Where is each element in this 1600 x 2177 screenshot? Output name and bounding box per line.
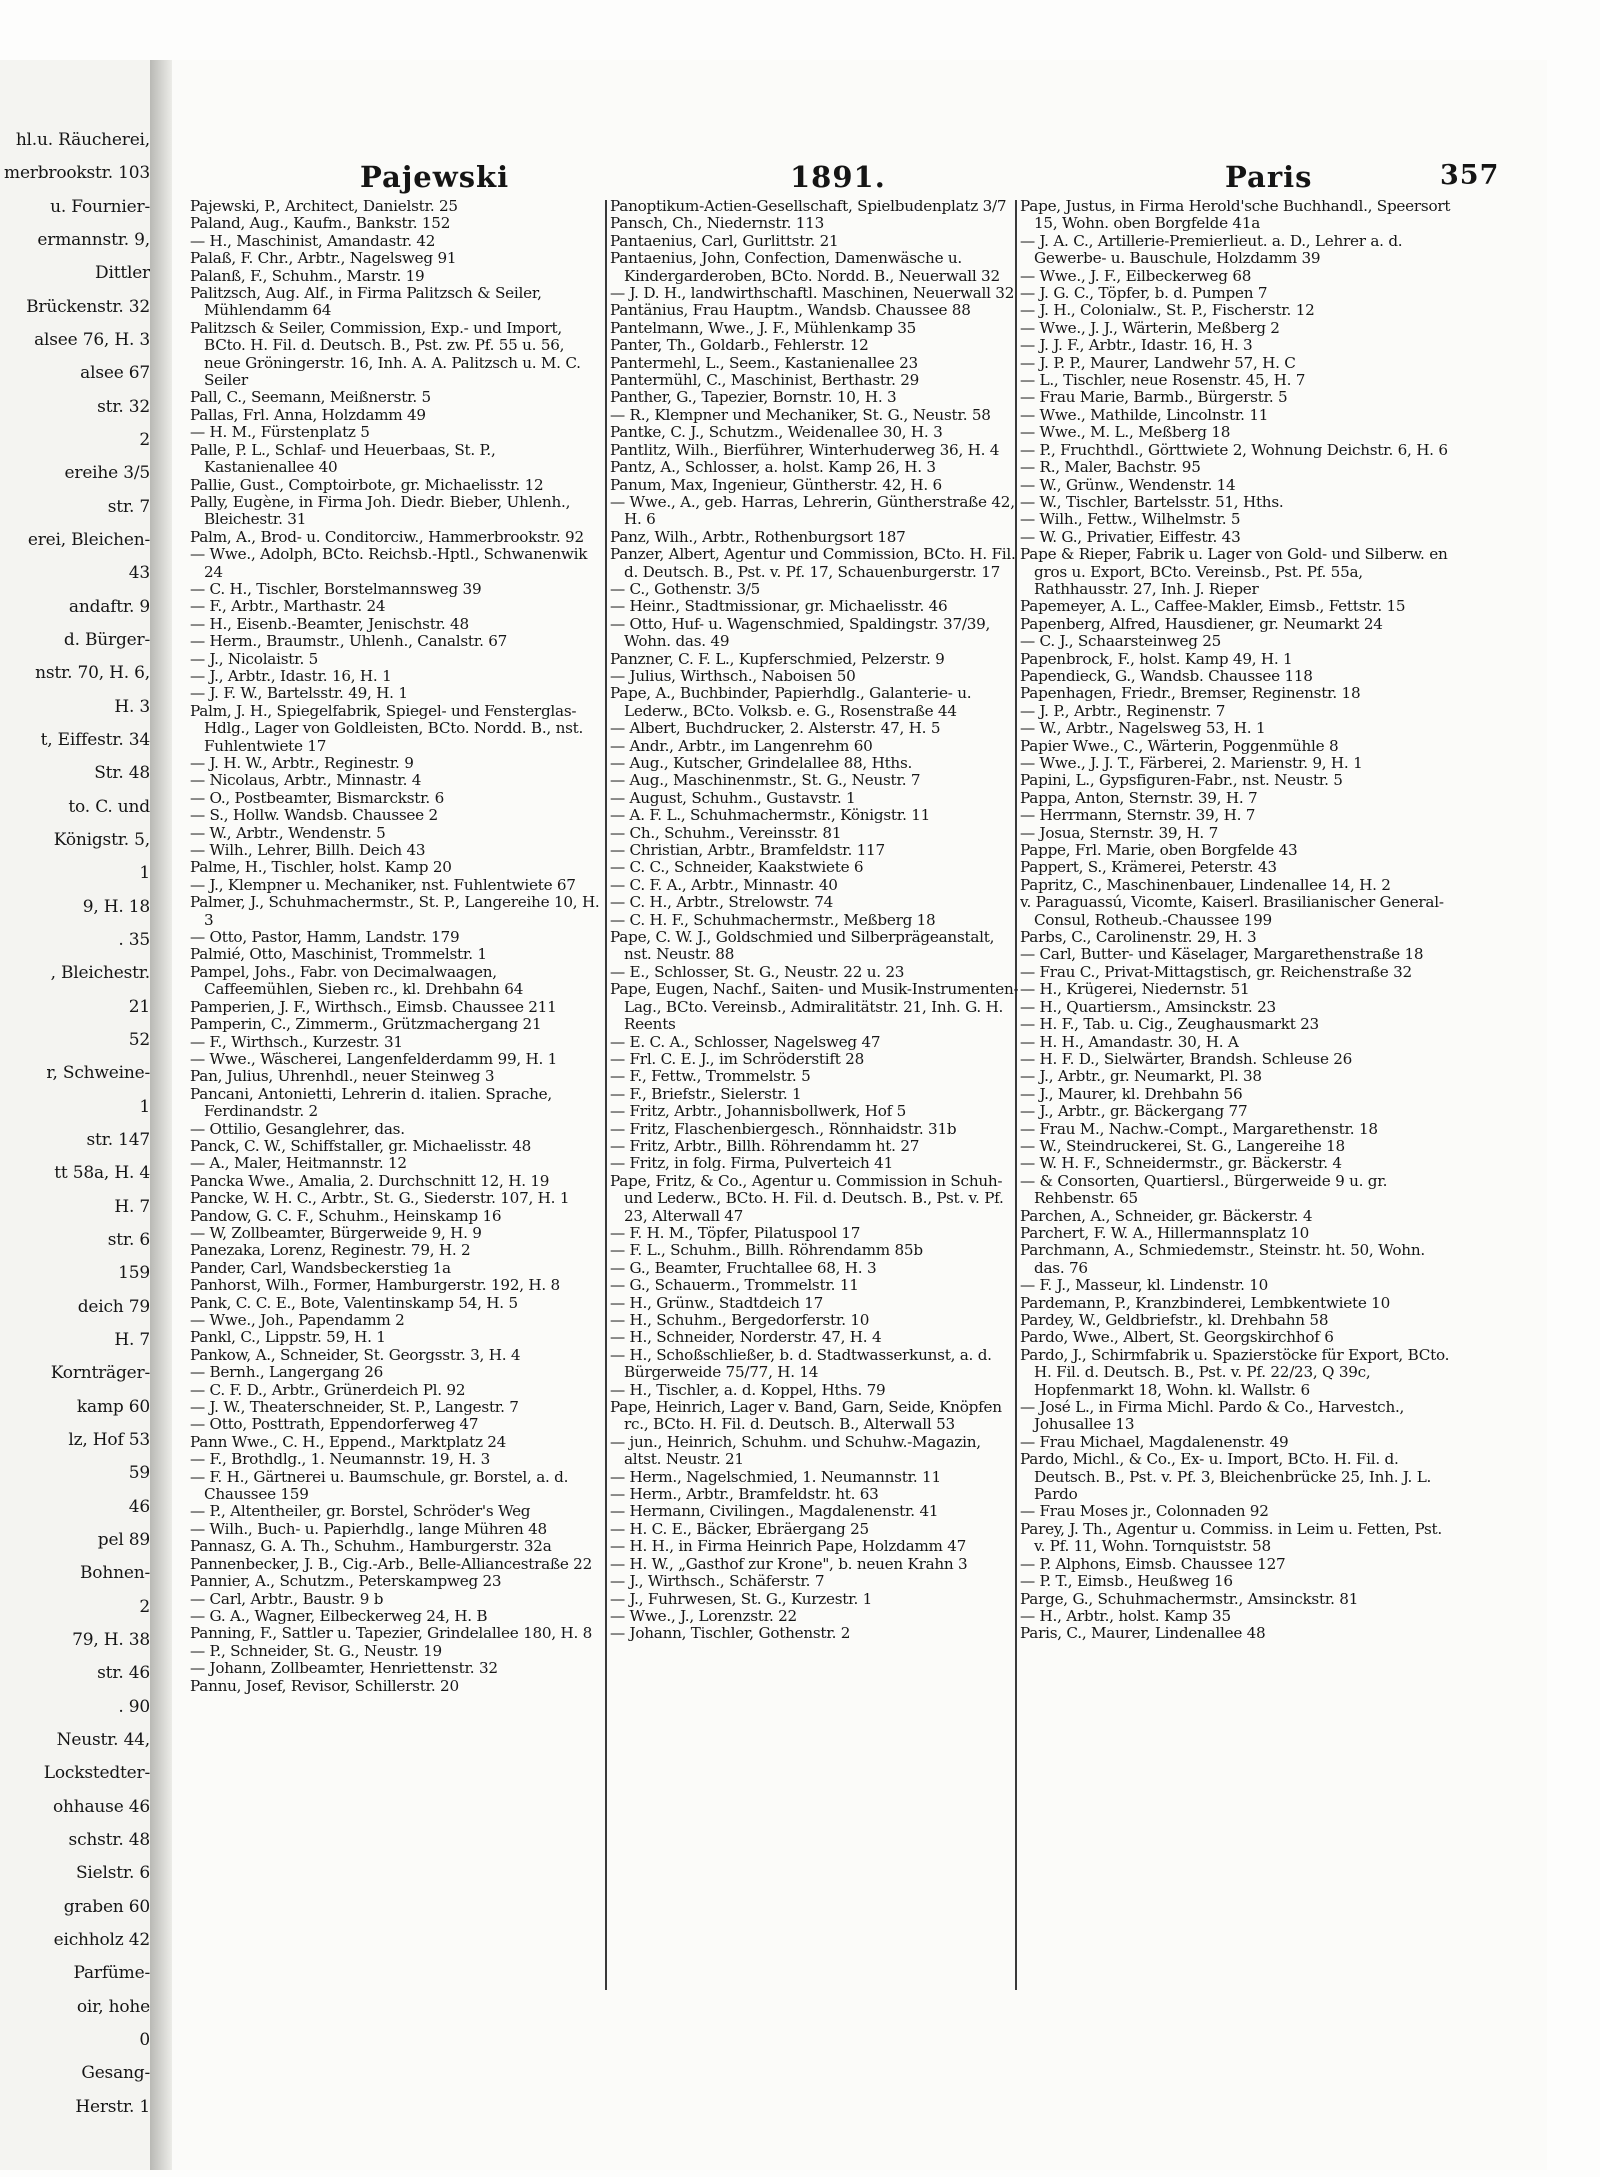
directory-entry: — A., Maler, Heitmannstr. 12 (190, 1154, 407, 1173)
directory-entry: Parchmann, A., Schmiedemstr., Steinstr. ht. 50, Wohn. das. 76 (1020, 1241, 1425, 1277)
directory-entry: — F., Brothdlg., 1. Neumannstr. 19, H. 3 (190, 1450, 490, 1469)
directory-entry: Pamperien, J. F., Wirthsch., Eimsb. Chaussee 211 (190, 997, 557, 1016)
facing-page-text: . 35 (118, 930, 150, 950)
directory-entry: Pardey, W., Geldbriefstr., kl. Drehbahn 58 (1020, 1311, 1329, 1329)
directory-entry: — J. D. H., landwirthschaftl. Maschinen, Neuerwall 32 (610, 284, 1015, 303)
facing-page-text: eichholz 42 (53, 1930, 150, 1950)
directory-entry: — Herm., Nagelschmied, 1. Neumannstr. 11 (610, 1467, 941, 1486)
directory-entry: Palme, H., Tischler, holst. Kamp 20 (190, 858, 452, 877)
directory-entry: Pamperin, C., Zimmerm., Grützmachergang 21 (190, 1015, 542, 1034)
directory-entry: Palm, J. H., Spiegelfabrik, Spiegel- und Fensterglas-Hdlg., Lager von Goldleisten, BCto. Nordd. B., nst. Fuhlentwiete 17 (190, 701, 584, 755)
directory-entry: Pancka Wwe., Amalia, 2. Durchschnitt 12, H. 19 (190, 1171, 550, 1190)
directory-entry: — P. Alphons, Eimsb. Chaussee 127 (1020, 1554, 1286, 1573)
facing-page-text: 0 (139, 2030, 150, 2050)
facing-page-text: 52 (128, 1030, 150, 1050)
facing-page-text: kamp 60 (76, 1396, 150, 1417)
facing-page-text: pel 89 (97, 1530, 150, 1550)
facing-page-text: Königstr. 5, (53, 830, 150, 850)
facing-page-text: merbrookstr. 103 (4, 163, 150, 184)
facing-page-text: Gesang- (81, 2063, 150, 2084)
directory-entry: — Andr., Arbtr., im Langenrehm 60 (610, 736, 873, 755)
directory-entry: — S., Hollw. Wandsb. Chaussee 2 (190, 806, 438, 825)
directory-entry: — Wwe., J. J. T., Färberei, 2. Marienstr. 9, H. 1 (1020, 754, 1363, 772)
directory-entry: — jun., Heinrich, Schuhm. und Schuhw.-Magazin, altst. Neustr. 21 (610, 1432, 981, 1469)
directory-entry: Panezaka, Lorenz, Reginestr. 79, H. 2 (190, 1241, 471, 1260)
facing-page-text: oir, hohe (76, 1996, 150, 2017)
directory-entry: — Fritz, in folg. Firma, Pulverteich 41 (610, 1154, 893, 1173)
directory-entry: — Frau Marie, Barmb., Bürgerstr. 5 (1020, 388, 1288, 407)
directory-entry: — Wwe., J. F., Eilbeckerweg 68 (1020, 266, 1252, 285)
directory-entry: Pandow, G. C. F., Schuhm., Heinskamp 16 (190, 1206, 502, 1225)
facing-page-text: hl.u. Räucherei, (15, 130, 150, 150)
directory-entry: Pancke, W. H. C., Arbtr., St. G., Siederstr. 107, H. 1 (190, 1189, 570, 1208)
directory-entry: — Carl, Arbtr., Baustr. 9 b (190, 1589, 384, 1608)
facing-page-text: , Bleichestr. (50, 963, 150, 984)
directory-entry: Pappa, Anton, Sternstr. 39, H. 7 (1020, 788, 1258, 807)
directory-entry: — Wilh., Buch- u. Papierhdlg., lange Mühren 48 (190, 1519, 547, 1538)
directory-entry: — W., Arbtr., Nagelsweg 53, H. 1 (1020, 719, 1266, 738)
facing-page-text: ermannstr. 9, (37, 230, 150, 250)
directory-entry: — Frau M., Nachw.-Compt., Margarethenstr. 18 (1020, 1119, 1378, 1138)
directory-entry: — Bernh., Langergang 26 (190, 1363, 384, 1382)
year-heading: 1891. (790, 160, 886, 194)
facing-page-text: ohhause 46 (52, 1796, 150, 1817)
directory-entry: — J., Klempner u. Mechaniker, nst. Fuhlentwiete 67 (190, 875, 576, 894)
facing-page-text: str. 7 (107, 496, 150, 517)
directory-entry: — H., Arbtr., holst. Kamp 35 (1020, 1606, 1231, 1625)
directory-entry: — Wwe., Joh., Papendamm 2 (190, 1311, 405, 1329)
directory-entry: Pancani, Antonietti, Lehrerin d. italien. Sprache, Ferdinandstr. 2 (190, 1084, 552, 1121)
directory-entry: — Fritz, Arbtr., Billh. Röhrendamm ht. 27 (610, 1136, 920, 1155)
directory-entry: Parchert, F. W. A., Hillermannsplatz 10 (1020, 1223, 1310, 1242)
right-catchword: Paris (1225, 160, 1313, 194)
directory-entry: — C. F. A., Arbtr., Minnastr. 40 (610, 875, 838, 894)
directory-entry: — Nicolaus, Arbtr., Minnastr. 4 (190, 771, 422, 790)
directory-entry: — Carl, Butter- und Käselager, Margarethenstraße 18 (1020, 945, 1424, 964)
directory-entry: Pape, Eugen, Nachf., Saiten- und Musik-Instrumenten-Lag., BCto. Vereinsb., Admiralitätstr. 21, Inh. G. H. Reents (610, 980, 1019, 1034)
directory-entry: Panzer, Albert, Agentur und Commission, BCto. H. Fil. d. Deutsch. B., Pst. v. Pf. 17, Schauenburgerstr. 17 (610, 545, 1016, 581)
directory-entry: Parbs, C., Carolinenstr. 29, H. 3 (1020, 928, 1257, 947)
directory-entry: — J. G. C., Töpfer, b. d. Pumpen 7 (1020, 284, 1268, 303)
facing-page-text: Sielstr. 6 (75, 1863, 150, 1884)
directory-entry: Pantelmann, Wwe., J. F., Mühlenkamp 35 (610, 318, 917, 337)
facing-page-text: nstr. 70, H. 6, (35, 663, 150, 684)
facing-page-text: t, Eiffestr. 34 (40, 730, 150, 750)
directory-entry: — H., Maschinist, Amandastr. 42 (190, 231, 436, 250)
directory-entry: — F., Fettw., Trommelstr. 5 (610, 1067, 811, 1086)
facing-page-text: Dittler (95, 263, 150, 284)
directory-entry: Pardo, Michl., & Co., Ex- u. Import, BCto. H. Fil. d. Deutsch. B., Pst. v. Pf. 3, Bleichenbrücke 25, Inh. J. L. Pardo (1020, 1450, 1432, 1504)
directory-entry: — Ottilio, Gesanglehrer, das. (190, 1119, 405, 1138)
directory-entry: — P., Altentheiler, gr. Borstel, Schröder's Weg (190, 1502, 531, 1521)
directory-entry: — Otto, Huf- u. Wagenschmied, Spaldingstr. 37/39, Wohn. das. 49 (610, 614, 991, 651)
facing-page-text: H. 3 (114, 696, 150, 717)
directory-entry: — J., Fuhrwesen, St. G., Kurzestr. 1 (610, 1589, 873, 1608)
facing-page-text: u. Fournier- (50, 196, 150, 217)
directory-entry: Papier Wwe., C., Wärterin, Poggenmühle 8 (1020, 736, 1339, 755)
directory-entry: — Herrmann, Sternstr. 39, H. 7 (1020, 806, 1256, 825)
directory-entry: Pardo, Wwe., Albert, St. Georgskirchhof 6 (1020, 1328, 1334, 1347)
directory-entry: — José L., in Firma Michl. Pardo & Co., Harvestch., Johusallee 13 (1020, 1398, 1405, 1434)
directory-entry: Pantaenius, John, Confection, Damenwäsche u. Kindergarderoben, BCto. Nordd. B., Neuerwall 32 (610, 249, 1000, 285)
directory-entry: Pannenbecker, J. B., Cig.-Arb., Belle-Alliancestraße 22 (190, 1554, 592, 1573)
facing-page-text: alsee 76, H. 3 (34, 330, 150, 350)
directory-entry: — J., Nicolaistr. 5 (190, 649, 319, 668)
facing-page-text: graben 60 (63, 1896, 150, 1917)
column-rule (605, 200, 607, 1990)
directory-entry: — Herm., Braumstr., Uhlenh., Canalstr. 67 (190, 632, 508, 651)
directory-entry: Palanß, F., Schuhm., Marstr. 19 (190, 266, 425, 285)
directory-entry: — Wilh., Fettw., Wilhelmstr. 5 (1020, 510, 1241, 529)
directory-entry: — H., Eisenb.-Beamter, Jenischstr. 48 (190, 614, 469, 633)
directory-entry: Pardo, J., Schirmfabrik u. Spazierstöcke für Export, BCto. H. Fil. d. Deutsch. B., Pst. v. Pf. 22/23, Q 39c, Hopfenmarkt 18, Wohn. kl. Wallstr. 6 (1020, 1345, 1450, 1399)
directory-entry: — W., Arbtr., Wendenstr. 5 (190, 823, 386, 842)
directory-entry: — H., Tischler, a. d. Koppel, Hths. 79 (610, 1380, 886, 1399)
directory-entry: Panther, G., Tapezier, Bornstr. 10, H. 3 (610, 388, 897, 407)
facing-page-text: r, Schweine- (46, 1063, 150, 1084)
facing-page-text: deich 79 (77, 1296, 150, 1317)
directory-entry: Pampel, Johs., Fabr. von Decimalwaagen, Caffeemühlen, Sieben rc., kl. Drehbahn 64 (190, 962, 524, 999)
directory-entry: — E., Schlosser, St. G., Neustr. 22 u. 23 (610, 962, 905, 981)
facing-page-text: andaftr. 9 (68, 596, 150, 617)
directory-entry: Pann Wwe., C. H., Eppend., Marktplatz 24 (190, 1432, 507, 1451)
directory-entry: — L., Tischler, neue Rosenstr. 45, H. 7 (1020, 371, 1306, 390)
directory-entry: Pajewski, P., Architect, Danielstr. 25 (190, 198, 458, 215)
directory-entry: Pannu, Josef, Revisor, Schillerstr. 20 (190, 1676, 459, 1695)
facing-page-text: Lockstedter- (43, 1763, 150, 1784)
facing-page-text: Str. 48 (94, 763, 150, 784)
directory-entry: — C. F. D., Arbtr., Grünerdeich Pl. 92 (190, 1380, 466, 1399)
directory-entry: Palitzsch & Seiler, Commission, Exp.- und Import, BCto. H. Fil. d. Deutsch. B., Pst. zw. Pf. 55 u. 56, neue Gröningerstr. 16, Inh. A. A. Palitzsch u. M. C. Seiler (190, 318, 581, 390)
directory-entry: — H., Krügerei, Niedernstr. 51 (1020, 980, 1250, 999)
directory-entry: Panter, Th., Goldarb., Fehlerstr. 12 (610, 336, 869, 355)
directory-entry: — P., Schneider, St. G., Neustr. 19 (190, 1641, 442, 1660)
directory-entry: Pape, Justus, in Firma Herold'sche Buchhandl., Speersort 15, Wohn. oben Borgfelde 41a (1020, 198, 1451, 233)
directory-entry: — H. H., Amandastr. 30, H. A (1020, 1032, 1239, 1051)
directory-entry: — Wwe., Wäscherei, Langenfelderdamm 99, H. 1 (190, 1049, 558, 1068)
directory-entry: Pantlitz, Wilh., Bierführer, Winterhuderweg 36, H. 4 (610, 440, 1000, 459)
directory-entry: — E. C. A., Schlosser, Nagelsweg 47 (610, 1032, 881, 1051)
directory-entry: Pape, Heinrich, Lager v. Band, Garn, Seide, Knöpfen rc., BCto. H. Fil. d. Deutsch. B., Alterwall 53 (610, 1398, 1002, 1434)
directory-entry: Panoptikum-Actien-Gesellschaft, Spielbudenplatz 3/7 (610, 198, 1007, 215)
facing-page-text: 59 (128, 1463, 150, 1484)
directory-entry: — F. L., Schuhm., Billh. Röhrendamm 85b (610, 1241, 923, 1260)
directory-entry: Parey, J. Th., Agentur u. Commiss. in Leim u. Fetten, Pst. v. Pf. 11, Wohn. Tornquiststr. 58 (1020, 1519, 1442, 1556)
directory-entry: — G. A., Wagner, Eilbeckerweg 24, H. B (190, 1606, 488, 1625)
directory-entry: Papritz, C., Maschinenbauer, Lindenallee 14, H. 2 (1020, 875, 1391, 894)
facing-page-text: 2 (139, 430, 150, 450)
directory-entry: — H. M., Fürstenplatz 5 (190, 423, 370, 442)
directory-entry: Panum, Max, Ingenieur, Güntherstr. 42, H. 6 (610, 475, 942, 494)
directory-entry: — Aug., Kutscher, Grindelallee 88, Hths. (610, 754, 913, 772)
directory-entry: — C. H. F., Schuhmachermstr., Meßberg 18 (610, 910, 936, 929)
directory-entry: — F., Arbtr., Marthastr. 24 (190, 597, 386, 616)
directory-entry: Pardemann, P., Kranzbinderei, Lembkentwiete 10 (1020, 1293, 1390, 1312)
directory-entry: — G., Beamter, Fruchtallee 68, H. 3 (610, 1258, 877, 1277)
directory-entry: — J. F. W., Bartelsstr. 49, H. 1 (190, 684, 408, 703)
directory-entry: Panning, F., Sattler u. Tapezier, Grindelallee 180, H. 8 (190, 1624, 593, 1643)
directory-entry: Papenhagen, Friedr., Bremser, Reginenstr. 18 (1020, 684, 1361, 703)
directory-entry: Pan, Julius, Uhrenhdl., neuer Steinweg 3 (190, 1067, 495, 1086)
facing-page-text: 9, H. 18 (82, 896, 150, 917)
directory-entry: Pantermühl, C., Maschinist, Berthastr. 29 (610, 371, 920, 390)
facing-page-text: Brückenstr. 32 (26, 296, 150, 317)
directory-entry: Palitzsch, Aug. Alf., in Firma Palitzsch & Seiler, Mühlendamm 64 (190, 284, 542, 320)
directory-entry: — P., Fruchthdl., Görttwiete 2, Wohnung Deichstr. 6, H. 6 (1020, 440, 1448, 459)
directory-entry: — H., Schuhm., Bergedorferstr. 10 (610, 1311, 870, 1329)
directory-entry: — Frau Michael, Magdalenenstr. 49 (1020, 1432, 1289, 1451)
directory-entry: Palle, P. L., Schlaf- und Heuerbaas, St. P., Kastanienallee 40 (190, 440, 496, 477)
directory-entry: — W., Steindruckerei, St. G., Langereihe 18 (1020, 1136, 1345, 1155)
facing-page-text: Herstr. 1 (75, 2096, 150, 2117)
directory-entry: Pape & Rieper, Fabrik u. Lager von Gold- und Silberw. en gros u. Export, BCto. Vereinsb., Pst. Pf. 55a, Rathhausstr. 27, Inh. J. Rieper (1020, 545, 1448, 598)
directory-entry: Papini, L., Gypsfiguren-Fabr., nst. Neustr. 5 (1020, 771, 1343, 790)
directory-entry: — G., Schauerm., Trommelstr. 11 (610, 1276, 859, 1295)
directory-entry: Pall, C., Seemann, Meißnerstr. 5 (190, 388, 431, 407)
directory-entry: — H. W., „Gasthof zur Krone", b. neuen Krahn 3 (610, 1554, 968, 1573)
directory-entry: — J. A. C., Artillerie-Premierlieut. a. D., Lehrer a. d. Gewerbe- u. Bauschule, Holzdamm 39 (1020, 231, 1403, 268)
directory-entry: — H., Schneider, Norderstr. 47, H. 4 (610, 1328, 882, 1347)
directory-entry: — J., Arbtr., Idastr. 16, H. 1 (190, 666, 392, 685)
directory-entry: Papemeyer, A. L., Caffee-Makler, Eimsb., Fettstr. 15 (1020, 597, 1406, 616)
directory-entry: Pallie, Gust., Comptoirbote, gr. Michaelisstr. 12 (190, 475, 544, 494)
directory-entry: — F., Briefstr., Sielerstr. 1 (610, 1084, 802, 1103)
facing-page-text: alsee 67 (80, 363, 150, 384)
facing-page-text: str. 6 (107, 1230, 150, 1250)
directory-entry: — Johann, Zollbeamter, Henriettenstr. 32 (190, 1659, 498, 1678)
directory-entry: — J. P. P., Maurer, Landwehr 57, H. C (1020, 353, 1296, 372)
facing-page-text: str. 147 (86, 1130, 150, 1150)
directory-entry: — Julius, Wirthsch., Naboisen 50 (610, 666, 856, 685)
directory-entry: — H. H., in Firma Heinrich Pape, Holzdamm 47 (610, 1537, 967, 1556)
directory-entry: — F., Wirthsch., Kurzestr. 31 (190, 1032, 403, 1051)
directory-entry: — Wwe., J., Lorenzstr. 22 (610, 1606, 797, 1625)
facing-page-text: Parfüme- (73, 1963, 150, 1984)
directory-entry: Pantz, A., Schlosser, a. holst. Kamp 26, H. 3 (610, 458, 936, 477)
directory-entry: — August, Schuhm., Gustavstr. 1 (610, 788, 856, 807)
facing-page-text: to. C. und (68, 796, 150, 817)
directory-entry: — Josua, Sternstr. 39, H. 7 (1020, 823, 1219, 842)
directory-entry: Palm, A., Brod- u. Conditorciw., Hammerbrookstr. 92 (190, 527, 584, 546)
directory-entry: — Wwe., A., geb. Harras, Lehrerin, Güntherstraße 42, H. 6 (610, 492, 1015, 529)
directory-entry: — H. C. E., Bäcker, Ebräergang 25 (610, 1519, 869, 1538)
directory-entry: — J., Arbtr., gr. Bäckergang 77 (1020, 1102, 1248, 1121)
directory-entry: v. Paraguassú, Vicomte, Kaiserl. Brasilianischer General-Consul, Rotheub.-Chaussee 199 (1020, 893, 1444, 929)
directory-entry: Pannier, A., Schutzm., Peterskampweg 23 (190, 1572, 502, 1591)
facing-page-text: Neustr. 44, (56, 1730, 150, 1750)
directory-entry: — C. J., Schaarsteinweg 25 (1020, 632, 1222, 651)
directory-entry: — & Consorten, Quartiersl., Bürgerweide 9 u. gr. Rehbenstr. 65 (1020, 1171, 1388, 1208)
directory-entry: — Fritz, Flaschenbiergesch., Rönnhaidstr. 31b (610, 1119, 957, 1138)
facing-page-fragment (0, 60, 150, 2170)
directory-entry: — Wwe., J. J., Wärterin, Meßberg 2 (1020, 318, 1280, 337)
directory-entry: — Herm., Arbtr., Bramfeldstr. ht. 63 (610, 1485, 879, 1504)
directory-entry: — C., Gothenstr. 3/5 (610, 579, 761, 598)
directory-entry: Pander, Carl, Wandsbeckerstieg 1a (190, 1258, 451, 1277)
directory-entry: Pallas, Frl. Anna, Holzdamm 49 (190, 405, 426, 424)
directory-entry: Panhorst, Wilh., Former, Hamburgerstr. 192, H. 8 (190, 1276, 560, 1295)
facing-page-text: H. 7 (114, 1330, 150, 1350)
directory-column-2 (610, 198, 1022, 2008)
directory-entry: — J. P., Arbtr., Reginenstr. 7 (1020, 701, 1226, 720)
directory-entry: Papendieck, G., Wandsb. Chaussee 118 (1020, 666, 1313, 685)
directory-entry: — W., Grünw., Wendenstr. 14 (1020, 475, 1236, 494)
directory-entry: Pappert, S., Krämerei, Peterstr. 43 (1020, 858, 1277, 877)
directory-entry: — J., Maurer, kl. Drehbahn 56 (1020, 1084, 1243, 1103)
directory-entry: — Aug., Maschinenmstr., St. G., Neustr. 7 (610, 771, 921, 790)
directory-entry: Pape, Fritz, & Co., Agentur u. Commission in Schuh- und Lederw., BCto. H. Fil. d. Deutsch. B., Pst. v. Pf. 23, Alterwall 47 (610, 1171, 1004, 1225)
directory-entry: — P. T., Eimsb., Heußweg 16 (1020, 1572, 1233, 1591)
directory-entry: — J., Wirthsch., Schäferstr. 7 (610, 1572, 825, 1591)
facing-page-text: str. 32 (97, 396, 150, 417)
directory-entry: — R., Maler, Bachstr. 95 (1020, 458, 1201, 477)
directory-entry: — C. C., Schneider, Kaakstwiete 6 (610, 858, 864, 877)
facing-page-text: lz, Hof 53 (68, 1430, 150, 1450)
directory-entry: — O., Postbeamter, Bismarckstr. 6 (190, 788, 444, 807)
facing-page-text: 21 (128, 996, 150, 1017)
directory-entry: Palmié, Otto, Maschinist, Trommelstr. 1 (190, 945, 487, 964)
directory-entry: Papenberg, Alfred, Hausdiener, gr. Neumarkt 24 (1020, 614, 1383, 633)
directory-entry: — Wwe., M. L., Meßberg 18 (1020, 423, 1231, 442)
left-catchword: Pajewski (360, 160, 510, 194)
directory-entry: Pankow, A., Schneider, St. Georgsstr. 3, H. 4 (190, 1345, 521, 1364)
facing-page-text: 159 (118, 1263, 150, 1284)
facing-page-text: . 90 (118, 1696, 150, 1717)
directory-entry: — Wwe., Mathilde, Lincolnstr. 11 (1020, 405, 1269, 424)
directory-entry: — W., Tischler, Bartelsstr. 51, Hths. (1020, 492, 1284, 511)
directory-entry: — W, Zollbeamter, Bürgerweide 9, H. 9 (190, 1223, 482, 1242)
directory-entry: Pansch, Ch., Niedernstr. 113 (610, 214, 825, 233)
facing-page-text: d. Bürger- (63, 630, 150, 650)
directory-entry: — Albert, Buchdrucker, 2. Alsterstr. 47, H. 5 (610, 719, 941, 738)
directory-entry: — R., Klempner und Mechaniker, St. G., Neustr. 58 (610, 405, 991, 424)
facing-page-text: tt 58a, H. 4 (54, 1163, 150, 1184)
facing-page-text: ereihe 3/5 (64, 463, 150, 484)
directory-column-3 (1020, 198, 1452, 2008)
facing-page-text: Bohnen- (80, 1563, 150, 1584)
facing-page-text: H. 7 (114, 1196, 150, 1217)
directory-entry: — J. J. F., Arbtr., Idastr. 16, H. 3 (1020, 336, 1253, 355)
directory-entry: Palaß, F. Chr., Arbtr., Nagelsweg 91 (190, 249, 457, 268)
directory-entry: — J. H. W., Arbtr., Reginestr. 9 (190, 754, 414, 772)
facing-page-text: erei, Bleichen- (27, 530, 150, 550)
directory-entry: — Frl. C. E. J., im Schröderstift 28 (610, 1049, 864, 1068)
facing-page-text: 2 (139, 1596, 150, 1617)
directory-entry: Panz, Wilh., Arbtr., Rothenburgsort 187 (610, 527, 906, 546)
directory-entry: Pantke, C. J., Schutzm., Weidenallee 30, H. 3 (610, 423, 943, 442)
directory-entry: Pankl, C., Lippstr. 59, H. 1 (190, 1328, 386, 1347)
directory-entry: — H. F., Tab. u. Cig., Zeughausmarkt 23 (1020, 1015, 1319, 1034)
directory-entry: — Ch., Schuhm., Vereinsstr. 81 (610, 823, 842, 842)
directory-column-1 (190, 198, 600, 2008)
directory-entry: — C. H., Tischler, Borstelmannsweg 39 (190, 579, 482, 598)
directory-entry: — Wwe., Adolph, BCto. Reichsb.-Hptl., Schwanenwik 24 (190, 545, 588, 581)
directory-entry: — Heinr., Stadtmissionar, gr. Michaelisstr. 46 (610, 597, 948, 616)
directory-entry: Paris, C., Maurer, Lindenallee 48 (1020, 1624, 1266, 1643)
directory-entry: — F. J., Masseur, kl. Lindenstr. 10 (1020, 1276, 1269, 1295)
directory-entry: Papenbrock, F., holst. Kamp 49, H. 1 (1020, 649, 1293, 668)
directory-entry: — Hermann, Civilingen., Magdalenenstr. 41 (610, 1502, 939, 1521)
directory-entry: Pape, C. W. J., Goldschmied und Silberprägeanstalt, nst. Neustr. 88 (610, 928, 995, 964)
directory-entry: Pape, A., Buchbinder, Papierhdlg., Galanterie- u. Lederw., BCto. Volksb. e. G., Rosenstraße 44 (610, 684, 972, 720)
directory-entry: — H., Schoßschließer, b. d. Stadtwasserkunst, a. d. Bürgerweide 75/77, H. 14 (610, 1345, 992, 1382)
facing-page-text: 43 (128, 563, 150, 584)
directory-entry: — Otto, Posttrath, Eppendorferweg 47 (190, 1415, 479, 1434)
page-gutter (150, 60, 172, 2170)
directory-entry: Parchen, A., Schneider, gr. Bäckerstr. 4 (1020, 1206, 1313, 1225)
directory-entry: Pank, C. C. E., Bote, Valentinskamp 54, H. 5 (190, 1293, 518, 1312)
directory-entry: Panzner, C. F. L., Kupferschmied, Pelzerstr. 9 (610, 649, 945, 668)
directory-entry: Paland, Aug., Kaufm., Bankstr. 152 (190, 214, 451, 233)
directory-entry: — H. F. D., Sielwärter, Brandsh. Schleuse 26 (1020, 1049, 1353, 1068)
directory-entry: — Fritz, Arbtr., Johannisbollwerk, Hof 5 (610, 1102, 907, 1121)
directory-entry: Pantaenius, Carl, Gurlittstr. 21 (610, 231, 839, 250)
facing-page-text: 79, H. 38 (72, 1630, 150, 1650)
facing-page-text: str. 46 (97, 1663, 150, 1684)
directory-entry: Panck, C. W., Schiffstaller, gr. Michaelisstr. 48 (190, 1136, 532, 1155)
directory-entry: — H., Quartiersm., Amsinckstr. 23 (1020, 997, 1276, 1016)
facing-page-text: 46 (128, 1496, 150, 1517)
facing-page-text: schstr. 48 (68, 1830, 150, 1850)
directory-entry: — Otto, Pastor, Hamm, Landstr. 179 (190, 928, 460, 947)
directory-entry: Pappe, Frl. Marie, oben Borgfelde 43 (1020, 841, 1298, 860)
directory-entry: — Frau C., Privat-Mittagstisch, gr. Reichenstraße 32 (1020, 962, 1412, 981)
page-number: 357 (1440, 160, 1500, 191)
directory-entry: — W. G., Privatier, Eiffestr. 43 (1020, 527, 1241, 546)
facing-page-text: 1 (139, 1096, 150, 1117)
directory-entry: Pannasz, G. A. Th., Schuhm., Hamburgerstr. 32a (190, 1537, 552, 1556)
directory-entry: Palmer, J., Schuhmachermstr., St. P., Langereihe 10, H. 3 (190, 893, 600, 929)
directory-entry: — H., Grünw., Stadtdeich 17 (610, 1293, 824, 1312)
directory-entry: — C. H., Arbtr., Strelowstr. 74 (610, 893, 834, 912)
directory-entry: — Christian, Arbtr., Bramfeldstr. 117 (610, 841, 885, 860)
directory-entry: — F. H. M., Töpfer, Pilatuspool 17 (610, 1223, 861, 1242)
directory-entry: — J., Arbtr., gr. Neumarkt, Pl. 38 (1020, 1067, 1262, 1086)
directory-entry: Parge, G., Schuhmachermstr., Amsinckstr. 81 (1020, 1589, 1359, 1608)
directory-entry: Pantänius, Frau Hauptm., Wandsb. Chaussee 88 (610, 301, 971, 320)
directory-entry: — Johann, Tischler, Gothenstr. 2 (610, 1624, 851, 1643)
directory-entry: — J. H., Colonialw., St. P., Fischerstr. 12 (1020, 301, 1315, 320)
directory-entry: — Wilh., Lehrer, Billh. Deich 43 (190, 841, 426, 860)
facing-page-text: Kornträger- (50, 1363, 150, 1384)
directory-entry: — A. F. L., Schuhmachermstr., Königstr. 11 (610, 806, 931, 825)
directory-entry: — F. H., Gärtnerei u. Baumschule, gr. Borstel, a. d. Chaussee 159 (190, 1467, 569, 1504)
directory-entry: Pantermehl, L., Seem., Kastanienallee 23 (610, 353, 918, 372)
facing-page-text: 1 (139, 863, 150, 884)
directory-entry: — W. H. F., Schneidermstr., gr. Bäckerstr. 4 (1020, 1154, 1342, 1173)
directory-entry: Pally, Eugène, in Firma Joh. Diedr. Bieber, Uhlenh., Bleichestr. 31 (190, 492, 571, 529)
directory-entry: — Frau Moses jr., Colonnaden 92 (1020, 1502, 1269, 1521)
directory-entry: — J. W., Theaterschneider, St. P., Langestr. 7 (190, 1398, 519, 1417)
